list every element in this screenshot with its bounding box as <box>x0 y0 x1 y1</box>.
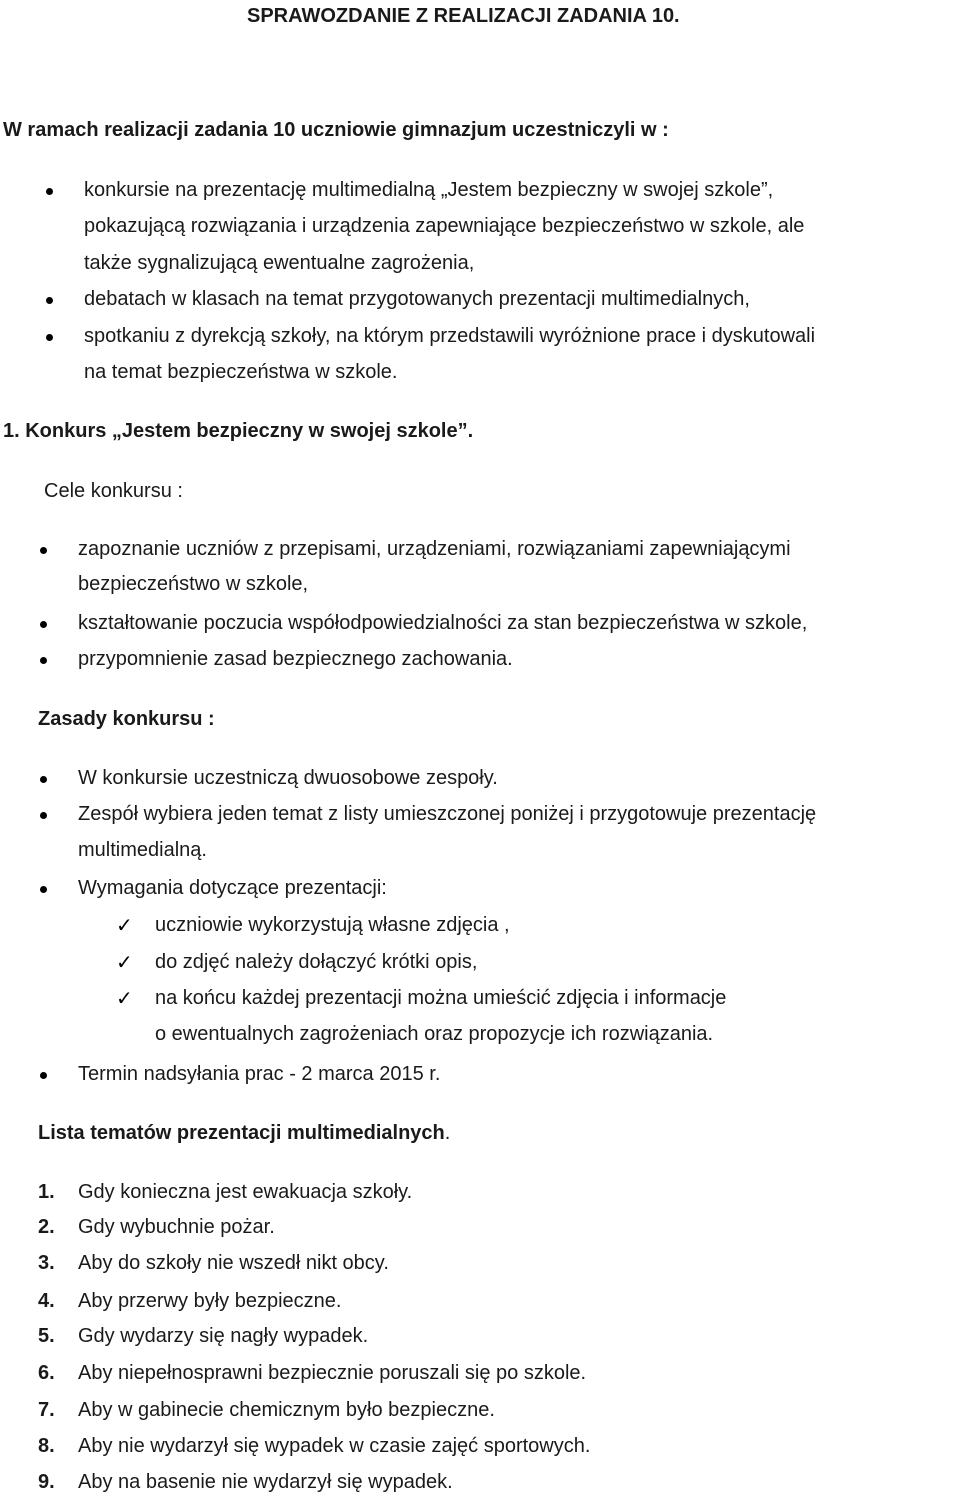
requirement-3-line-2: o ewentualnych zagrożeniach oraz propozycje ich rozwiązania. <box>155 1023 714 1045</box>
topics-heading-text: Lista tematów prezentacji multimedialnych <box>38 1122 445 1144</box>
topic-number: 5. <box>38 1325 55 1347</box>
topic-item: Gdy wydarzy się nagły wypadek. <box>78 1325 369 1347</box>
goal-1-line-2: bezpieczeństwo w szkole, <box>78 573 309 595</box>
topics-heading <box>38 1119 450 1147</box>
topic-number: 4. <box>38 1290 55 1312</box>
topic-number: 6. <box>38 1362 55 1384</box>
rule-2-line-2: multimedialną. <box>78 839 207 861</box>
intro-item-1-line-2: pokazującą rozwiązania i urządzenia zapewniające bezpieczeństwo w szkole, ale <box>84 215 805 237</box>
bullet-icon <box>40 886 47 893</box>
topic-number: 3. <box>38 1252 55 1274</box>
document-title: SPRAWOZDANIE Z REALIZACJI ZADANIA 10. <box>247 5 680 27</box>
rule-1-line-1: W konkursie uczestniczą dwuosobowe zespoły. <box>78 767 498 789</box>
topic-number: 9. <box>38 1471 55 1493</box>
bullet-icon <box>46 334 53 341</box>
bullet-icon <box>40 621 47 628</box>
bullet-icon <box>40 1072 47 1079</box>
section-1-heading: 1. Konkurs „Jestem bezpieczny w swojej szkole”. <box>3 420 474 442</box>
intro-item-3-line-1: spotkaniu z dyrekcją szkoły, na którym przedstawili wyróżnione prace i dyskutowali <box>84 325 816 347</box>
requirement-3-line-1: na końcu każdej prezentacji można umieścić zdjęcia i informacje <box>155 987 727 1009</box>
topic-item: Aby w gabinecie chemicznym było bezpieczne. <box>78 1399 495 1421</box>
topic-item: Aby niepełnosprawni bezpiecznie poruszali się po szkole. <box>78 1362 587 1384</box>
topic-item: Aby do szkoły nie wszedł nikt obcy. <box>78 1252 389 1274</box>
intro-item-3-line-2: na temat bezpieczeństwa w szkole. <box>84 361 398 383</box>
checkmark-icon: ✓ <box>116 986 133 1010</box>
topic-item: Aby przerwy były bezpieczne. <box>78 1290 342 1312</box>
requirement-1-line-1: uczniowie wykorzystują własne zdjęcia , <box>155 914 510 936</box>
checkmark-icon: ✓ <box>116 950 133 974</box>
topic-number: 1. <box>38 1181 55 1203</box>
bullet-icon <box>40 657 47 664</box>
topic-number: 7. <box>38 1399 55 1421</box>
goal-3-line-1: przypomnienie zasad bezpiecznego zachowania. <box>78 648 513 670</box>
checkmark-icon: ✓ <box>116 913 133 937</box>
rule-2-line-1: Zespół wybiera jeden temat z listy umieszczonej poniżej i przygotowuje prezentację <box>78 803 817 825</box>
intro-item-1-line-3: także sygnalizującą ewentualne zagrożenia, <box>84 252 475 274</box>
goal-1-line-1: zapoznanie uczniów z przepisami, urządzeniami, rozwiązaniami zapewniającymi <box>78 538 791 560</box>
bullet-icon <box>40 547 47 554</box>
requirement-2-line-1: do zdjęć należy dołączyć krótki opis, <box>155 951 478 973</box>
topics-heading-dot: . <box>444 1122 451 1144</box>
bullet-icon <box>46 297 53 304</box>
bullet-icon <box>40 776 47 783</box>
topic-item: Gdy konieczna jest ewakuacja szkoły. <box>78 1181 413 1203</box>
rules-heading: Zasady konkursu : <box>38 708 215 730</box>
intro-item-2-line-1: debatach w klasach na temat przygotowanych prezentacji multimedialnych, <box>84 288 750 310</box>
bullet-icon <box>40 812 47 819</box>
topic-item: Aby nie wydarzył się wypadek w czasie zajęć sportowych. <box>78 1435 591 1457</box>
topic-item: Gdy wybuchnie pożar. <box>78 1216 275 1238</box>
intro-item-1-line-1: konkursie na prezentację multimedialną „Jestem bezpieczny w swojej szkole”, <box>84 179 774 201</box>
rule-3-line-1: Wymagania dotyczące prezentacji: <box>78 877 387 899</box>
topic-number: 2. <box>38 1216 55 1238</box>
goal-2-line-1: kształtowanie poczucia współodpowiedzialności za stan bezpieczeństwa w szkole, <box>78 612 808 634</box>
intro-text: W ramach realizacji zadania 10 uczniowie gimnazjum uczestniczyli w : <box>3 119 669 141</box>
topic-number: 8. <box>38 1435 55 1457</box>
bullet-icon <box>46 188 53 195</box>
deadline-text: Termin nadsyłania prac - 2 marca 2015 r. <box>78 1063 441 1085</box>
goals-heading: Cele konkursu : <box>44 480 183 502</box>
topic-item: Aby na basenie nie wydarzył się wypadek. <box>78 1471 453 1493</box>
